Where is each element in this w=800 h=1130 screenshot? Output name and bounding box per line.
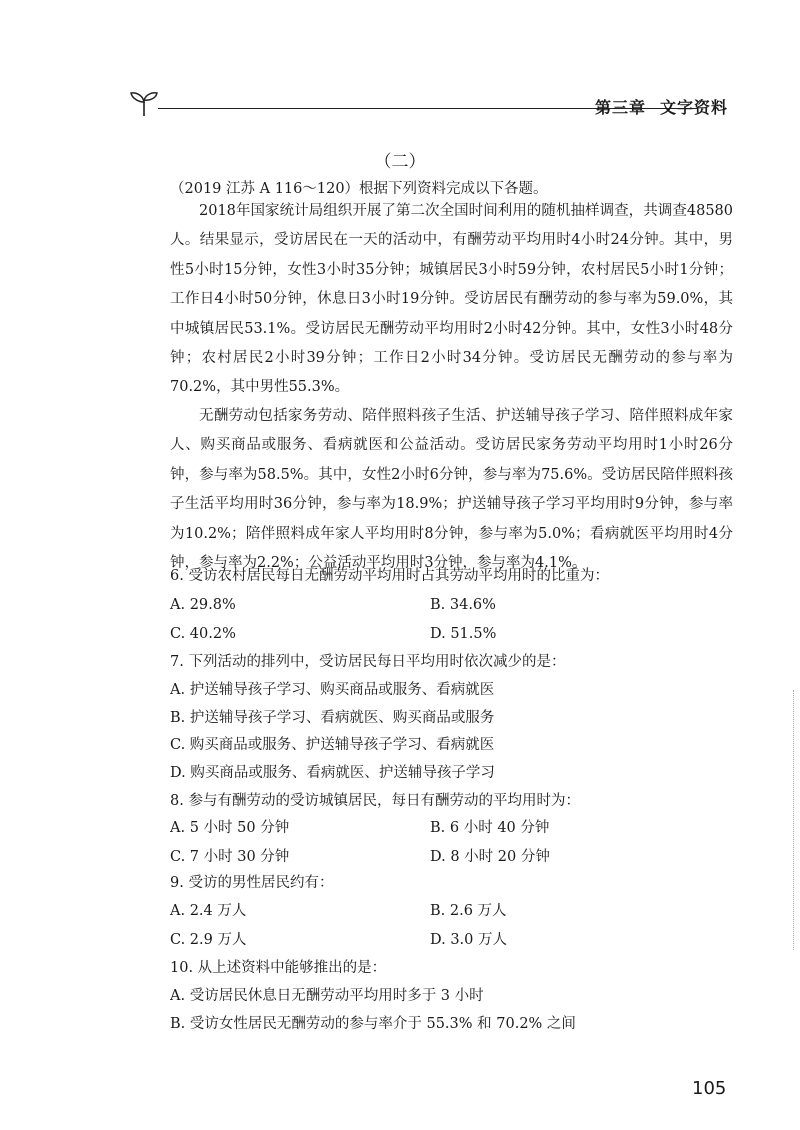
page-number: 105 — [692, 1078, 727, 1099]
sprout-icon — [128, 90, 160, 118]
question-8-option-b: B. 6 小时 40 分钟 — [430, 820, 550, 836]
chapter-heading — [581, 95, 728, 118]
question-10-option-a: A. 受访居民休息日无酬劳动平均用时多于 3 小时 — [170, 988, 484, 1004]
paragraph-1: 2018年国家统计局组织开展了第二次全国时间利用的随机抽样调查，共调查48580人。结果显示，受访居民在一天的活动中，有酬劳动平均用时4小时24分钟。其中，男性5小时15分钟，女性3小时35分钟；城镇居民3小时59分钟，农村居民5小时1分钟；工作日4小时50分钟，休息日3小时19分钟。受访居民有酬劳动的参与率为59.0%，其中城镇居民53.1%。受访居民无酬劳动平均用时2小时42分钟。其中，女性3小时48分钟；农村居民2小时39分钟；工作日2小时34分钟。受访居民无酬劳动的参与率为70.2%，其中男性55.3%。 — [170, 203, 733, 396]
question-6-option-a: A. 29.8% — [170, 597, 236, 613]
question-6-option-b: B. 34.6% — [430, 597, 496, 613]
question-9-option-b: B. 2.6 万人 — [430, 903, 507, 919]
question-9-option-a: A. 2.4 万人 — [170, 903, 247, 919]
chapter-section: 文字资料 — [659, 98, 728, 117]
question-7-option-b: B. 护送辅导孩子学习、看病就医、购买商品或服务 — [170, 710, 495, 726]
question-8-stem: 8. 参与有酬劳动的受访城镇居民，每日有酬劳动的平均用时为： — [170, 793, 580, 809]
question-9-stem: 9. 受访的男性居民约有： — [170, 875, 334, 891]
chapter-number: 第三章 — [594, 98, 646, 117]
section-title: （二） — [374, 152, 426, 172]
question-6-option-d: D. 51.5% — [430, 626, 497, 642]
question-8-option-a: A. 5 小时 50 分钟 — [170, 820, 290, 836]
question-9-option-d: D. 3.0 万人 — [430, 932, 507, 948]
question-9-option-c: C. 2.9 万人 — [170, 932, 247, 948]
paragraph-2: 无酬劳动包括家务劳动、陪伴照料孩子生活、护送辅导孩子学习、陪伴照料成年家人、购买商品或服务、看病就医和公益活动。受访居民家务劳动平均用时1小时26分钟，参与率为58.5%。其中，女性2小时6分钟，参与率为75.6%。受访居民陪伴照料孩子生活平均用时36分钟，参与率为18.9%；护送辅导孩子学习平均用时9分钟，参与率为10.2%；陪伴照料成年家人平均用时8分钟，参与率为5.0%；看病就医平均用时4分钟，参与率为2.2%；公益活动平均用时3分钟，参与率为4.1%。 — [170, 408, 733, 572]
question-7-stem: 7. 下列活动的排列中，受访居民每日平均用时依次减少的是： — [170, 654, 566, 670]
question-8-option-d: D. 8 小时 20 分钟 — [430, 849, 550, 865]
question-7-option-a: A. 护送辅导孩子学习、购买商品或服务、看病就医 — [170, 682, 495, 698]
source-line: （2019 江苏 A 116～120）根据下列资料完成以下各题。 — [170, 181, 548, 197]
page-header — [128, 86, 728, 126]
question-6-option-c: C. 40.2% — [170, 626, 236, 642]
question-10-stem: 10. 从上述资料中能够推出的是： — [170, 960, 387, 976]
question-6-stem: 6. 受访农村居民每日无酬劳动平均用时占其劳动平均用时的比重为： — [170, 568, 609, 584]
question-10-option-b: B. 受访女性居民无酬劳动的参与率介于 55.3% 和 70.2% 之间 — [170, 1016, 576, 1032]
question-7-option-d: D. 购买商品或服务、看病就医、护送辅导孩子学习 — [170, 765, 495, 781]
question-8-option-c: C. 7 小时 30 分钟 — [170, 849, 290, 865]
question-7-option-c: C. 购买商品或服务、护送辅导孩子学习、看病就医 — [170, 737, 495, 753]
scan-edge-mark — [792, 690, 794, 950]
